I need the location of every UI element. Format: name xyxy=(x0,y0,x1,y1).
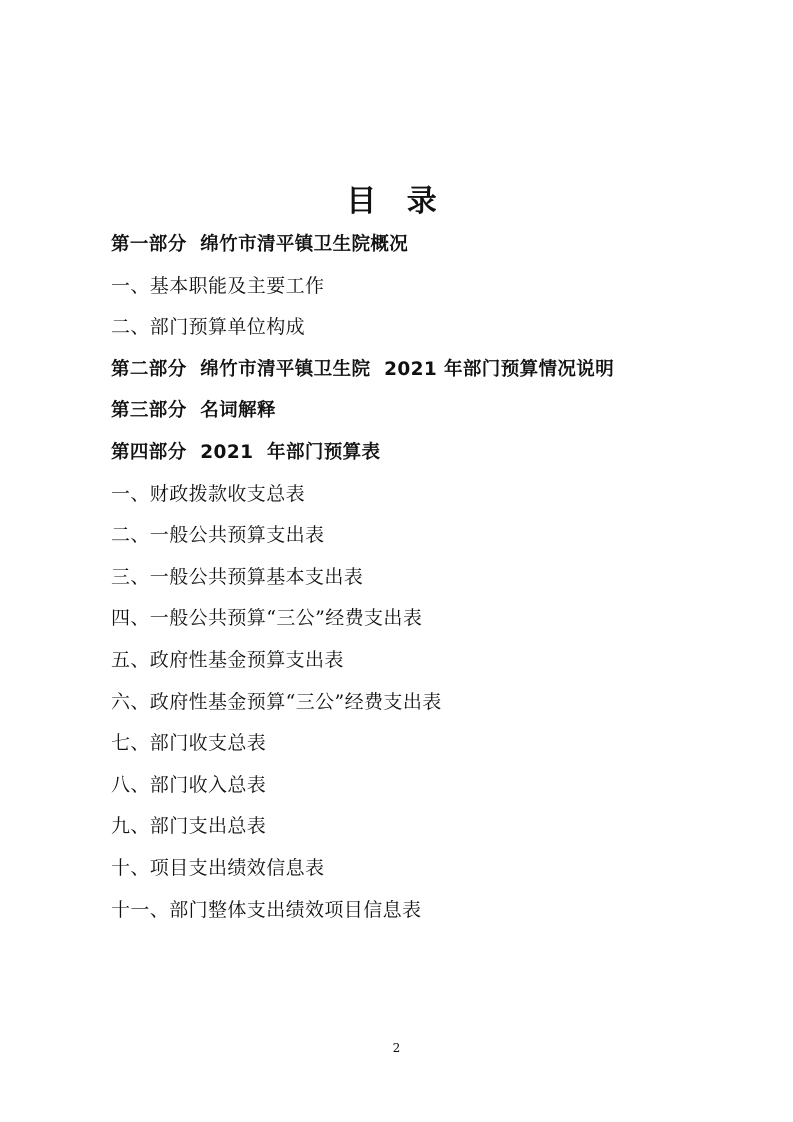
table-of-contents xyxy=(111,224,614,931)
page-title: 目 录 xyxy=(346,184,447,219)
toc-item-4-11: 十一、部门整体支出绩效项目信息表 xyxy=(111,898,422,921)
toc-item-1-2: 二、部门预算单位构成 xyxy=(111,316,306,339)
page-number: 2 xyxy=(392,1041,401,1055)
toc-section-1: 第一部分 绵竹市清平镇卫生院概况 xyxy=(111,234,409,255)
toc-item-4-10: 十、项目支出绩效信息表 xyxy=(111,856,325,879)
toc-item-1-1: 一、基本职能及主要工作 xyxy=(111,274,325,297)
toc-item-4-5: 五、政府性基金预算支出表 xyxy=(111,648,344,671)
toc-section-2: 第二部分 绵竹市清平镇卫生院 2021 年部门预算情况说明 xyxy=(111,358,615,380)
toc-section-4: 第四部分 2021 年部门预算表 xyxy=(111,441,381,463)
toc-item-4-8: 八、部门收入总表 xyxy=(111,773,267,796)
toc-item-4-3: 三、一般公共预算基本支出表 xyxy=(111,565,364,588)
toc-item-4-7: 七、部门收支总表 xyxy=(111,732,267,755)
toc-item-4-6: 六、政府性基金预算“三公”经费支出表 xyxy=(111,690,442,713)
toc-item-4-2: 二、一般公共预算支出表 xyxy=(111,524,325,547)
toc-item-4-1: 一、财政拨款收支总表 xyxy=(111,482,306,505)
toc-item-4-9: 九、部门支出总表 xyxy=(111,815,267,838)
toc-item-4-4: 四、一般公共预算“三公”经费支出表 xyxy=(111,607,423,630)
toc-section-3: 第三部分 名词解释 xyxy=(111,400,276,422)
